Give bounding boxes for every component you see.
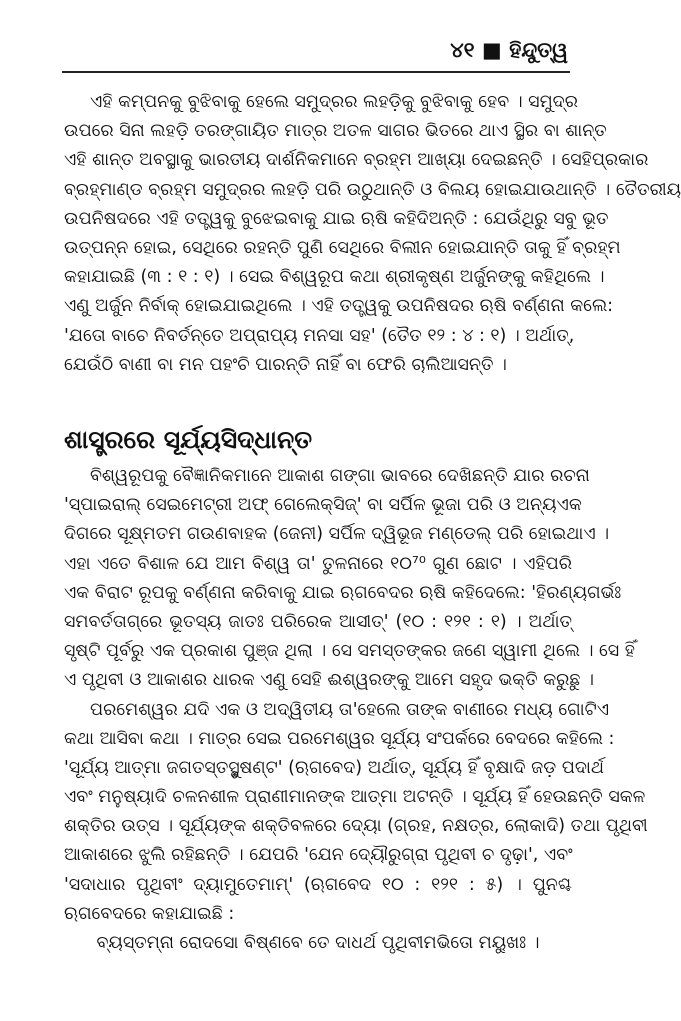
paragraph-2 (64, 462, 648, 958)
text-line: ଏହି କମ୍ପନକୁ ବୁଝିବାକୁ ହେଲେ ସମୁଦ୍ରର ଲହଡ଼ିକୁ ବୁଝିବାକୁ ହେବ । ସମୁଦ୍ର (90, 92, 578, 112)
text-line: ବ୍ରହ୍ମାଣ୍ଡ ବ୍ରହ୍ମ ସମୁଦ୍ରର ଲହଡ଼ି ପରି ଉଠୁଥାନ୍ତି ଓ ବିଲୟ ହୋଇଯାଉଥାନ୍ତି । ତୈତରୀୟ (64, 179, 681, 200)
text-line: ବିଶ୍ୱରୂପକୁ ବୈଜ୍ଞାନିକମାନେ ଆକାଶ ଗଙ୍ଗା ଭାବରେ ଦେଖିଛନ୍ତି ଯାର ରଚନା (90, 466, 590, 486)
text-line: ଏହି ଶାନ୍ତ ଅବସ୍ଥାକୁ ଭାରତୀୟ ଦାର୍ଶନିକମାନେ ବ୍ରହ୍ମ ଆଖ୍ୟା ଦେଇଛନ୍ତି । ସେହିପ୍ରକାର (64, 150, 649, 171)
text-line: 'ସ୍ପାଇରାଲ୍ ସେଇମେଟ୍ରୀ ଅଫ୍ ଗେଲେକ୍ସିଜ୍' ବା ସର୍ପିଳ ଭୂଜା ପରି ଓ ଅନ୍ୟଏକ (64, 495, 582, 516)
verse-line: ବ୍ୟସ୍ତମ୍ନା ରୋଦସୋ ବିଷ୍ଣବେ ତେ ଦାଧର୍ଥ ପୃଥିବୀମଭିତୋ ମୟୁଖଃ । (96, 933, 540, 953)
text-line: ଏବଂ ମନୁଷ୍ୟାଦି ଚଳନଶୀଳ ପ୍ରାଣୀମାନଙ୍କ ଆତ୍ମା ଅଟନ୍ତି । ସୂର୍ଯ୍ୟ ହିଁ ହେଉଛନ୍ତି ସକଳ (64, 787, 646, 808)
text-line: 'ସୂର୍ଯ୍ୟ ଆତ୍ମା ଜଗତସ୍ତସ୍ଥୁଷଣ୍ଟ' (ଋଗବେଦ) ଅର୍ଥାତ୍, ସୂର୍ଯ୍ୟ ହିଁ ବୃକ୍ଷାଦି ଜଡ଼ ପଦାର୍ଥ (64, 757, 604, 778)
text-line: ଶକ୍ତିର ଉତ୍ସ । ସୂର୍ଯ୍ୟଙ୍କ ଶକ୍ତିବଳରେ ଦ୍ୟୋ (ଗ୍ରହ, ନକ୍ଷତ୍ର, ଲୋକାଦି) ତଥା ପୃଥିବୀ (64, 816, 648, 837)
text-line: 'ଯତୋ ବାଚେ ନିବର୍ତନ୍ତେ ଅପ୍ରାପ୍ୟ ମନସା ସହ' (ତୈତ ୧୨ : ୪ : ୧) । ଅର୍ଥାତ୍, (64, 325, 575, 346)
text-line: ଏ ପୃଥିବୀ ଓ ଆକାଶର ଧାରକ ଏଣୁ ସେହି ଈଶ୍ୱରଙ୍କୁ ଆମେ ସହୃଦ ଭକ୍ତି କରୁଛୁ । (64, 670, 594, 691)
text-line: ଉତ୍ପନ୍ନ ହୋଇ, ସେଥିରେ ରହନ୍ତି ପୁଣି ସେଥିରେ ବିଲୀନ ହୋଇଯାନ୍ତି ତାକୁ ହିଁ ବ୍ରହ୍ମ (64, 237, 621, 258)
running-header: ୪୧ ■ ହିନ୍ଦୁତ୍ୱ (450, 38, 568, 62)
text-line: ପରମେଶ୍ୱର ଯଦି ଏକ ଓ ଅଦ୍ୱିତୀୟ ତା'ହେଲେ ତାଙ୍କ ବାଣୀରେ ମଧ୍ୟ ଗୋଟିଏ (90, 699, 610, 720)
text-line: କହାଯାଇଛି (୩ : ୧ : ୧) । ସେଇ ବିଶ୍ୱରୂପ କଥା ଶ୍ରୀକୃଷ୍ଣ ଅର୍ଜୁନଙ୍କୁ କହିଥିଲେ । (64, 267, 605, 288)
text-line: ଉପନିଷଦରେ ଏହି ତତ୍ତ୍ୱକୁ ବୁଝେଇବାକୁ ଯାଇ ଋଷି କହିଦିଅନ୍ତି : ଯେଉଁଥିରୁ ସବୁ ଭୂତ (64, 208, 609, 229)
paragraph-1 (64, 88, 681, 380)
text-line: ଦିଗରେ ସୂକ୍ଷ୍ମତମ ଗଉଣବାହକ (ଜେନୀ) ସର୍ପିଳ ଦ୍ୱିଭୂଜ ମଣ୍ଡେଲ୍ ପରି ହୋଇଥାଏ । (64, 524, 610, 545)
text-line: ଋଗବେଦରେ କହାଯାଇଛି : (64, 903, 235, 924)
text-line: ଏକ ବିରାଟ ରୂପକୁ ବର୍ଣ୍ଣନା କରିବାକୁ ଯାଇ ଋଗବେଦର ଋଷି କହିଦେଲେ: 'ହିରଣ୍ୟଗର୍ଭଃ (64, 582, 622, 603)
text-line: 'ସଦାଧାର ପୃଥିବୀଂ ଦ୍ୟାମୁତେମାମ୍' (ଋଗବେଦ ୧୦ : ୧୨୧ : ୫) । ପୁନଶ୍ଚ (64, 874, 572, 895)
text-line: ଏହା ଏତେ ବିଶାଳ ଯେ ଆମ ବିଶ୍ୱ ତା' ତୁଳନାରେ ୧୦⁷⁰ ଗୁଣ ଛୋଟ । ଏହିପରି (64, 553, 572, 574)
text-line: ସମବର୍ତତାଗ୍ରେ ଭୂତସ୍ୟ ଜାତଃ ପରିରେକ ଆସୀତ୍' (୧୦ : ୧୨୧ : ୧) । ଅର୍ଥାତ୍ (64, 611, 572, 632)
section-heading: ଶାସ୍ତ୍ରରେ ସୂର୍ଯ୍ୟସିଦ୍ଧାନ୍ତ (64, 425, 313, 454)
text-line: ଆକାଶରେ ଝୁଲି ରହିଛନ୍ତି । ଯେପରି 'ଯେନ ଦ୍ୟୌରୁଗ୍ରା ପୃଥିବୀ ଚ ଦୃଢ଼ା', ଏବଂ (64, 845, 573, 866)
text-line: ଏଣୁ ଅର୍ଜୁନ ନିର୍ବାକ୍ ହୋଇଯାଇଥିଲେ । ଏହି ତତ୍ତ୍ୱକୁ ଉପନିଷଦର ଋଷି ବର୍ଣ୍ଣନା କଲେ: (64, 296, 614, 317)
text-line: କଥା ଆସିବା କଥା । ମାତ୍ର ସେଇ ପରମେଶ୍ୱର ସୂର୍ଯ୍ୟ ସଂପର୍କରେ ବେଦରେ କହିଲେ : (64, 728, 615, 749)
text-line: ସୃଷ୍ଟି ପୂର୍ବରୁ ଏକ ପ୍ରକାଶ ପୁଞ୍ଜ ଥିଲା । ସେ ସମସ୍ତଙ୍କର ଜଣେ ସ୍ୱାମୀ ଥିଲେ । ସେ ହିଁ (64, 641, 635, 662)
text-line: ଯେଉଁଠି ବାଣୀ ବା ମନ ପହଂଚି ପାରନ୍ତି ନାହିଁ ବା ଫେରି ଚାଲିଆସନ୍ତି । (64, 354, 507, 375)
header-rule (62, 71, 570, 73)
text-line: ଉପରେ ସିନା ଲହଡ଼ି ତରଙ୍ଗାୟିତ ମାତ୍ର ଅତଳ ସାଗର ଭିତରେ ଥାଏ ସ୍ଥିର ବା ଶାନ୍ତ (64, 121, 607, 142)
